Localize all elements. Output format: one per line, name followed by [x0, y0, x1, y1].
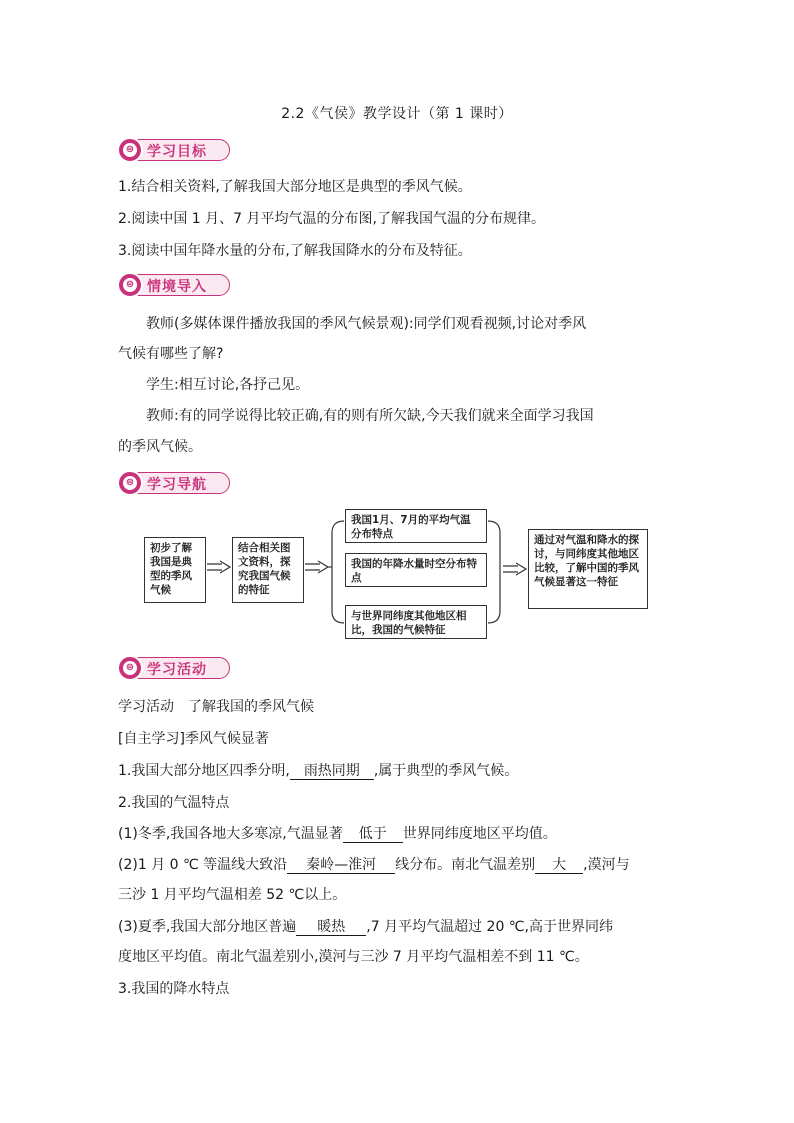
section-label: 情境导入	[147, 279, 207, 295]
globe-icon: ⊜	[117, 272, 143, 298]
question-line	[118, 760, 518, 780]
flow-box-step3b: 我国的年降水量时空分布特点	[345, 553, 487, 587]
section-header-activity	[118, 657, 230, 679]
text: 1.我国大部分地区四季分明,	[118, 763, 290, 779]
question-line	[118, 854, 630, 874]
flow-box-step1: 初步了解我国是典型的季风气候	[144, 537, 206, 603]
question-line: 3.我国的降水特点	[118, 981, 230, 997]
question-line	[118, 823, 557, 843]
globe-icon: ⊜	[117, 470, 143, 496]
paragraph-line: 气候有哪些了解?	[118, 346, 224, 362]
paragraph-line: 学生:相互讨论,各抒己见。	[146, 377, 310, 393]
goal-item: 3.阅读中国年降水量的分布,了解我国降水的分布及特征。	[118, 243, 472, 259]
section-header-goals	[118, 139, 230, 161]
text: ,属于典型的季风气候。	[373, 763, 519, 779]
flow-box-step3a: 我国1月、7月的平均气温分布特点	[345, 509, 487, 543]
answer-blank: 雨热同期	[290, 763, 374, 780]
goal-item: 1.结合相关资料,了解我国大部分地区是典型的季风气候。	[118, 179, 472, 195]
question-line	[118, 916, 613, 936]
text: (1)冬季,我国各地大多寒凉,气温显著	[118, 826, 343, 842]
globe-icon: ⊜	[117, 137, 143, 163]
globe-icon: ⊜	[117, 655, 143, 681]
double-arrow-icon	[304, 559, 330, 575]
text: 线分布。南北气温差别	[395, 857, 536, 873]
flow-box-step4: 通过对气温和降水的探讨，与同纬度其他地区比较，了解中国的季风气候显著这一特征	[528, 529, 648, 609]
section-label: 学习目标	[147, 144, 207, 160]
section-header-nav	[118, 472, 230, 494]
text: ,7 月平均气温超过 20 ℃,高于世界同纬	[366, 919, 613, 935]
goal-item: 2.阅读中国 1 月、7 月平均气温的分布图,了解我国气温的分布规律。	[118, 211, 545, 227]
navigation-flowchart	[140, 507, 652, 642]
flow-box-step2: 结合相关图文资料，探究我国气候的特征	[232, 537, 304, 603]
question-line: 度地区平均值。南北气温差别小,漠河与三沙 7 月平均气温相差不到 11 ℃。	[118, 949, 589, 965]
answer-blank: 低于	[343, 826, 403, 843]
double-arrow-icon	[502, 561, 528, 577]
question-line: 三沙 1 月平均气温相差 52 ℃以上。	[118, 887, 347, 903]
paragraph-line: 的季风气候。	[118, 439, 202, 455]
section-label: 学习活动	[147, 662, 207, 678]
bracket-shape	[328, 517, 346, 627]
section-label: 学习导航	[147, 477, 207, 493]
question-line: 2.我国的气温特点	[118, 795, 230, 811]
activity-heading: 学习活动 了解我国的季风气候	[118, 699, 314, 715]
document-title: 2.2《气侯》教学设计（第 1 课时）	[281, 106, 513, 122]
text: (2)1 月 0 ℃ 等温线大致沿	[118, 857, 288, 873]
text: (3)夏季,我国大部分地区普遍	[118, 919, 297, 935]
answer-blank: 暖热	[296, 919, 366, 936]
text: ,漠河与	[583, 857, 630, 873]
section-header-intro	[118, 274, 230, 296]
flow-box-step3c: 与世界同纬度其他地区相比，我国的气候特征	[345, 605, 487, 639]
paragraph-line: 教师(多媒体课件播放我国的季风气候景观):同学们观看视频,讨论对季风	[146, 316, 587, 332]
self-study-heading: [自主学习]季风气候显著	[118, 731, 269, 747]
answer-blank: 大	[535, 857, 583, 874]
paragraph-line: 教师:有的同学说得比较正确,有的则有所欠缺,今天我们就来全面学习我国	[146, 408, 594, 424]
double-arrow-icon	[206, 559, 232, 575]
answer-blank: 秦岭—淮河	[287, 857, 395, 874]
text: 世界同纬度地区平均值。	[402, 826, 557, 842]
